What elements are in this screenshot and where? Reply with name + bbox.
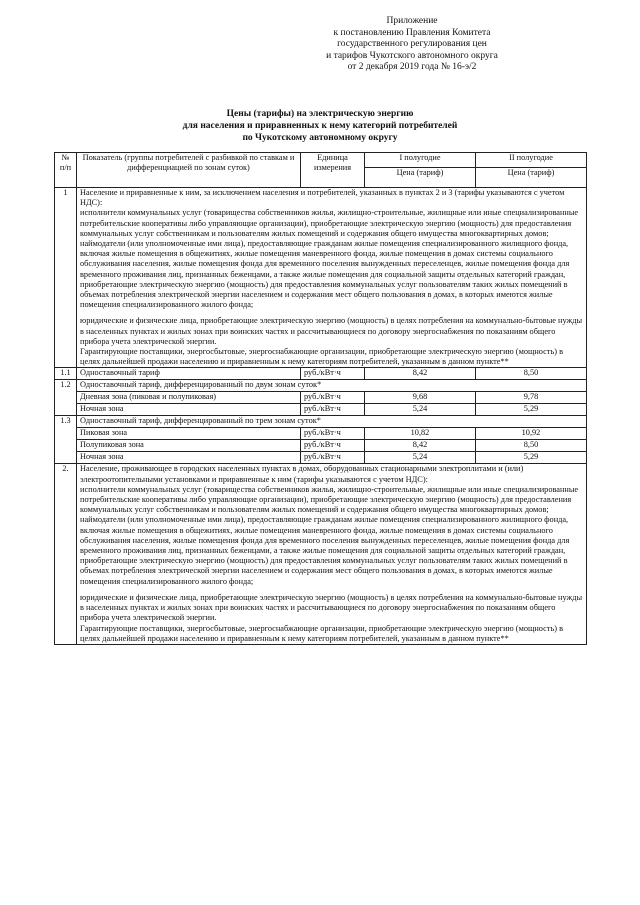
- section-paragraph: исполнители коммунальных услуг (товарищества собственников жилья, жилищно-строительные, жилищные или иные специализированные потребительские кооперативы либо управляющие организации), приобретающие электрическую энергию (мощность) для предоставления коммунальных услуг собственникам и пользователям жилых помещений и содержания общего имущества многоквартирных домов; наймодатели (или уполномоченные ими лица), предоставляющие гражданам жилые помещения специализированного жилищного фонда, включая жилые помещения в общежитиях, жилые помещения маневренного фонда, жилые помещения в домах системы социального обслуживания населения, жилые помещения фонда для временного поселения вынужденных переселенцев, жилые помещения фонда для временного проживания лиц, признанных беженцами, а также жилые помещения для социальной защиты отдельных категорий граждан, приобретающие электрическую энергию (мощность) для предоставления коммунальных услуг пользователям таких жилых помещений в объемах потребления электрической энергии населением и содержания мест общего пользования в домах, в которых имеются жилые помещения специализированного жилого фонда;: [80, 208, 579, 310]
- section-paragraph: юридические и физические лица, приобретающие электрическую энергию (мощность) в целях потребления на коммунально-бытовые нужды в населенных пунктах и жилых зонах при воинских частях и рассчитывающиеся по договору энергоснабжения по показаниям общего прибора учета электрической энергии.: [80, 592, 583, 623]
- tariff-value-h1: 5,24: [365, 452, 476, 464]
- title-line: по Чукотскому автономному округу: [242, 133, 398, 143]
- tariff-value-h1: 9,68: [365, 392, 476, 404]
- tariff-unit: руб./кВт·ч: [301, 368, 365, 380]
- col-num-header: № п/п: [55, 153, 77, 188]
- title-line: для населения и приравненных к нему категорий потребителей: [182, 121, 458, 131]
- col-h2-header: II полугодие: [476, 153, 587, 168]
- table-header-row: [55, 153, 587, 168]
- tariff-value-h2: 5,29: [476, 404, 587, 416]
- header-line: государственного регулирования цен: [337, 39, 487, 49]
- tariff-value-h2: 8,50: [476, 440, 587, 452]
- row-number: 1.2: [55, 380, 77, 416]
- row-number: 1.1: [55, 368, 77, 380]
- zone-label: Пиковая зона: [77, 428, 301, 440]
- title-line: Цены (тарифы) на электрическую энергию: [226, 109, 414, 119]
- table-row: [55, 392, 587, 404]
- header-line: к постановлению Правления Комитета: [333, 27, 491, 38]
- table-row: [55, 428, 587, 440]
- tariff-value-h1: 10,82: [365, 428, 476, 440]
- tariff-unit: руб./кВт·ч: [301, 404, 365, 416]
- header-line: и тарифов Чукотского автономного округа: [326, 50, 498, 61]
- tariff-heading: Одноставочный тариф, дифференцированный по трем зонам суток*: [77, 416, 587, 428]
- zone-label: Ночная зона: [77, 452, 301, 464]
- table-row: [55, 440, 587, 452]
- table-row: [55, 416, 587, 428]
- col-h1-header: I полугодие: [365, 153, 476, 168]
- zone-label: Ночная зона: [77, 404, 301, 416]
- zone-label: Дневная зона (пиковая и полупиковая): [77, 392, 301, 404]
- header-line: Приложение: [386, 16, 438, 26]
- section-paragraph: Население и приравненные к ним, за исключением населения и потребителей, указанных в пунктах 2 и 3 (тарифы указываются с учетом НДС):: [80, 188, 565, 208]
- table-row: [55, 404, 587, 416]
- section-1-description: [77, 188, 587, 368]
- tariff-unit: руб./кВт·ч: [301, 428, 365, 440]
- tariff-value-h2: 8,50: [476, 368, 587, 380]
- section-number: 2.: [55, 464, 77, 644]
- col-indicator-header: Показатель (группы потребителей с разбивкой по ставкам и дифференциацией по зонам суток): [77, 153, 301, 188]
- tariff-table: [54, 152, 587, 645]
- tariff-value-h1: 8,42: [365, 440, 476, 452]
- section-1-row: [55, 188, 587, 368]
- table-row: [55, 368, 587, 380]
- section-paragraph: исполнители коммунальных услуг (товарищества собственников жилья, жилищно-строительные, жилищные или иные специализированные потребительские кооперативы либо управляющие организации), приобретающие электрическую энергию (мощность) для предоставления коммунальных услуг собственникам и пользователям жилых помещений и содержания общего имущества многоквартирных домов; наймодатели (или уполномоченные ими лица), предоставляющие гражданам жилые помещения специализированного жилищного фонда, включая жилые помещения в общежитиях, жилые помещения маневренного фонда, жилые помещения в домах системы социального обслуживания населения, жилые помещения фонда для временного поселения вынужденных переселенцев, жилые помещения фонда для временного проживания лиц, признанных беженцами, а также жилые помещения для социальной защиты отдельных категорий граждан, приобретающие электрическую энергию (мощность) для предоставления коммунальных услуг пользователям таких жилых помещений в объемах потребления электрической энергии населением и содержания мест общего пользования в домах, в которых имеются жилые помещения специализированного жилого фонда;: [80, 484, 579, 586]
- tariff-label: Одноставочный тариф: [77, 368, 301, 380]
- price-label: Цена (тариф): [476, 168, 587, 188]
- tariff-unit: руб./кВт·ч: [301, 392, 365, 404]
- tariff-value-h2: 5,29: [476, 452, 587, 464]
- tariff-unit: руб./кВт·ч: [301, 452, 365, 464]
- row-number: 1.3: [55, 416, 77, 464]
- tariff-value-h1: 5,24: [365, 404, 476, 416]
- col-unit-header: Единица измерения: [301, 153, 365, 188]
- table-row: [55, 380, 587, 392]
- document-title: [0, 108, 640, 144]
- section-paragraph: Гарантирующие поставщики, энергосбытовые, энергоснабжающие организации, приобретающие электрическую энергию (мощность) в целях дальнейшей продажи населению и приравненным к нему категориям потребителей, указанным в данном пункте**: [80, 623, 563, 643]
- section-paragraph: Гарантирующие поставщики, энергосбытовые, энергоснабжающие организации, приобретающие электрическую энергию (мощность) в целях дальнейшей продажи населению и приравненным к нему категориям потребителей, указанным в данном пункте**: [80, 347, 563, 367]
- tariff-value-h1: 8,42: [365, 368, 476, 380]
- zone-label: Полупиковая зона: [77, 440, 301, 452]
- header-line: от 2 декабря 2019 года № 16-э/2: [347, 62, 477, 72]
- price-label: Цена (тариф): [365, 168, 476, 188]
- table-row: [55, 452, 587, 464]
- tariff-value-h2: 10,92: [476, 428, 587, 440]
- approval-header: [292, 16, 532, 74]
- section-paragraph: юридические и физические лица, приобретающие электрическую энергию (мощность) в целях потребления на коммунально-бытовые нужды в населенных пунктах и жилых зонах при воинских частях и рассчитывающиеся по договору энергоснабжения по показаниям общего прибора учета электрической энергии.: [80, 316, 583, 346]
- section-2-description: [77, 464, 587, 644]
- tariff-unit: руб./кВт·ч: [301, 440, 365, 452]
- tariff-heading: Одноставочный тариф, дифференцированный по двум зонам суток*: [77, 380, 587, 392]
- tariff-value-h2: 9,78: [476, 392, 587, 404]
- section-number: 1: [55, 188, 77, 368]
- section-2-row: [55, 464, 587, 644]
- section-paragraph: Население, проживающее в городских населенных пунктах в домах, оборудованных стационарными электроплитами и (или) электроотопительными установками и приравненные к ним (тарифы указываются с учетом НДС):: [80, 464, 524, 484]
